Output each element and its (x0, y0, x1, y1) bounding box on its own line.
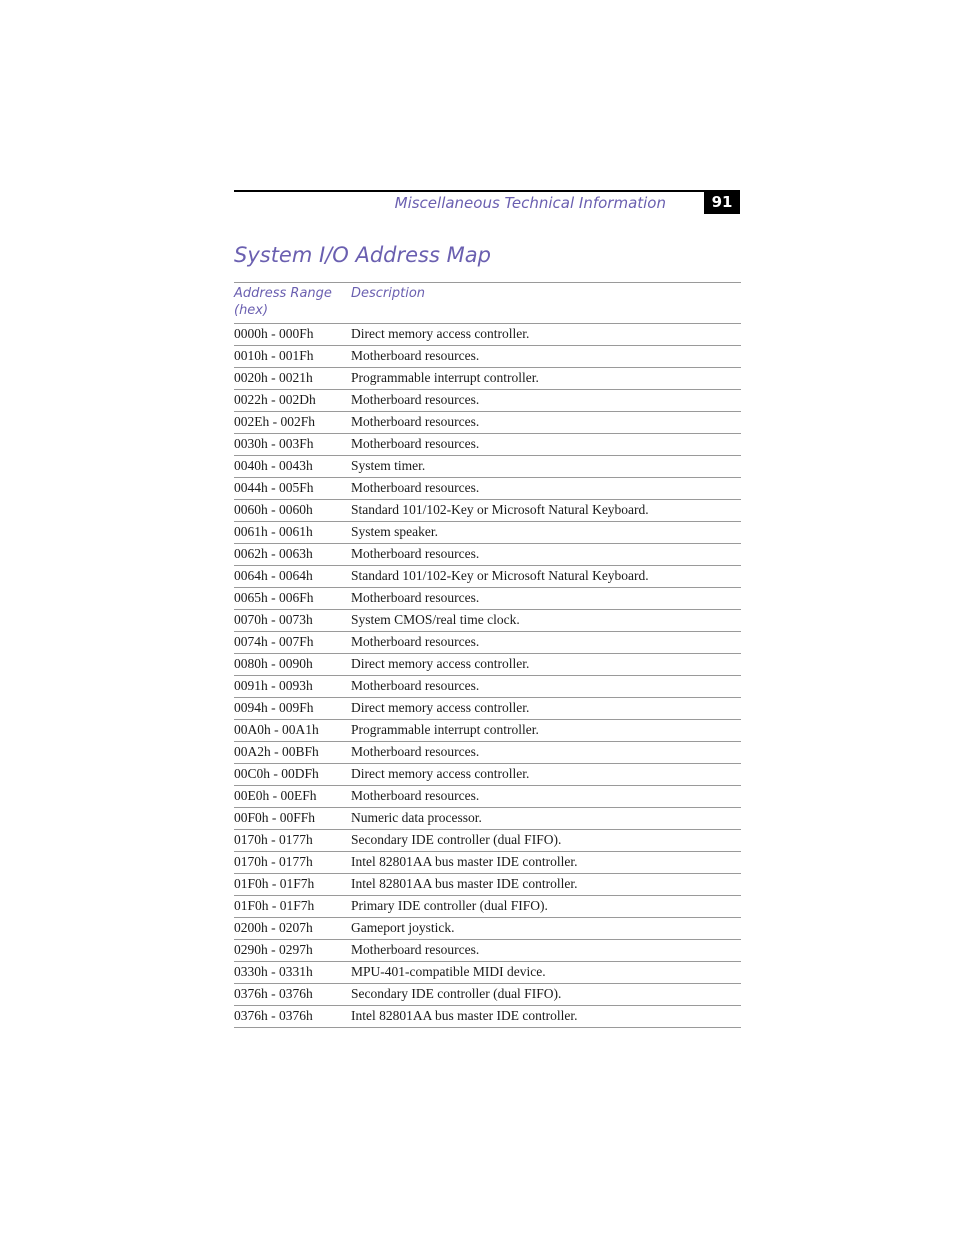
table-row (234, 434, 741, 456)
description-cell: Motherboard resources. (351, 788, 480, 803)
description-cell: Standard 101/102-Key or Microsoft Natural Keyboard. (351, 502, 649, 517)
address-range-cell: 0040h - 0043h (234, 458, 313, 473)
address-range-cell: 00C0h - 00DFh (234, 766, 319, 781)
table-row (234, 676, 741, 698)
running-head: Miscellaneous Technical Information (394, 194, 666, 212)
description-cell: Direct memory access controller. (351, 700, 530, 715)
description-cell: Direct memory access controller. (351, 656, 530, 671)
column-header-address-line1: Address Range (234, 286, 332, 301)
table-row (234, 588, 741, 610)
address-range-cell: 0091h - 0093h (234, 678, 313, 693)
address-range-cell: 0060h - 0060h (234, 502, 313, 517)
address-range-cell: 0000h - 000Fh (234, 326, 314, 341)
table-row (234, 874, 741, 896)
address-range-cell: 0170h - 0177h (234, 832, 313, 847)
address-range-cell: 0080h - 0090h (234, 656, 313, 671)
table-row (234, 940, 741, 962)
address-range-cell: 0062h - 0063h (234, 546, 313, 561)
description-cell: Programmable interrupt controller. (351, 722, 539, 737)
description-cell: Motherboard resources. (351, 634, 480, 649)
table-header-row (234, 283, 741, 324)
address-range-cell: 0061h - 0061h (234, 524, 313, 539)
table-row (234, 368, 741, 390)
table-row (234, 984, 741, 1006)
table-row (234, 786, 741, 808)
description-cell: Primary IDE controller (dual FIFO). (351, 898, 548, 913)
description-cell: Standard 101/102-Key or Microsoft Natural Keyboard. (351, 568, 649, 583)
table-row (234, 412, 741, 434)
address-range-cell: 00A0h - 00A1h (234, 722, 319, 737)
address-range-cell: 01F0h - 01F7h (234, 876, 315, 891)
column-header-description: Description (351, 286, 426, 301)
table-row (234, 544, 741, 566)
page-title: System I/O Address Map (234, 243, 491, 267)
address-range-cell: 0064h - 0064h (234, 568, 313, 583)
description-cell: Direct memory access controller. (351, 326, 530, 341)
address-range-cell: 00E0h - 00EFh (234, 788, 317, 803)
table-row (234, 742, 741, 764)
address-range-cell: 0094h - 009Fh (234, 700, 314, 715)
address-range-cell: 0376h - 0376h (234, 1008, 313, 1023)
address-range-cell: 0376h - 0376h (234, 986, 313, 1001)
description-cell: System speaker. (351, 524, 438, 539)
description-cell: Motherboard resources. (351, 744, 480, 759)
address-range-cell: 0020h - 0021h (234, 370, 313, 385)
column-header-address-line2: (hex) (234, 303, 269, 318)
description-cell: Motherboard resources. (351, 678, 480, 693)
table-row (234, 654, 741, 676)
address-range-cell: 0010h - 001Fh (234, 348, 314, 363)
table-row (234, 962, 741, 984)
description-cell: System CMOS/real time clock. (351, 612, 520, 627)
table-body (234, 324, 741, 1028)
address-range-cell: 0170h - 0177h (234, 854, 313, 869)
description-cell: Direct memory access controller. (351, 766, 530, 781)
table-row (234, 698, 741, 720)
description-cell: MPU-401-compatible MIDI device. (351, 964, 546, 979)
table-row (234, 390, 741, 412)
description-cell: Motherboard resources. (351, 546, 480, 561)
address-range-cell: 0200h - 0207h (234, 920, 313, 935)
table-row (234, 896, 741, 918)
description-cell: Motherboard resources. (351, 348, 480, 363)
description-cell: Motherboard resources. (351, 942, 480, 957)
address-range-cell: 0074h - 007Fh (234, 634, 314, 649)
address-range-cell: 01F0h - 01F7h (234, 898, 315, 913)
table-row (234, 918, 741, 940)
table-row (234, 830, 741, 852)
description-cell: Intel 82801AA bus master IDE controller. (351, 876, 578, 891)
description-cell: Numeric data processor. (351, 810, 482, 825)
column-header-address (234, 283, 351, 324)
table-row (234, 1006, 741, 1028)
table-row (234, 500, 741, 522)
description-cell: Gameport joystick. (351, 920, 455, 935)
description-cell: Motherboard resources. (351, 480, 480, 495)
description-cell: Motherboard resources. (351, 590, 480, 605)
address-range-cell: 0290h - 0297h (234, 942, 313, 957)
address-range-cell: 0330h - 0331h (234, 964, 313, 979)
description-cell: Programmable interrupt controller. (351, 370, 539, 385)
io-address-table (234, 282, 741, 1028)
address-range-cell: 0030h - 003Fh (234, 436, 314, 451)
table-row (234, 522, 741, 544)
address-range-cell: 002Eh - 002Fh (234, 414, 315, 429)
page-number: 91 (704, 191, 740, 214)
address-range-cell: 0065h - 006Fh (234, 590, 314, 605)
table-row (234, 324, 741, 346)
address-range-cell: 00A2h - 00BFh (234, 744, 319, 759)
description-cell: Intel 82801AA bus master IDE controller. (351, 1008, 578, 1023)
table-row (234, 456, 741, 478)
table-row (234, 852, 741, 874)
table-row (234, 346, 741, 368)
table-row (234, 566, 741, 588)
address-range-cell: 00F0h - 00FFh (234, 810, 316, 825)
description-cell: Motherboard resources. (351, 436, 480, 451)
description-cell: Motherboard resources. (351, 392, 480, 407)
address-range-cell: 0070h - 0073h (234, 612, 313, 627)
description-cell: Secondary IDE controller (dual FIFO). (351, 832, 562, 847)
description-cell: System timer. (351, 458, 426, 473)
table-row (234, 632, 741, 654)
header-rule (234, 190, 740, 192)
description-cell: Motherboard resources. (351, 414, 480, 429)
address-range-cell: 0022h - 002Dh (234, 392, 316, 407)
description-cell: Intel 82801AA bus master IDE controller. (351, 854, 578, 869)
table-row (234, 764, 741, 786)
address-range-cell: 0044h - 005Fh (234, 480, 314, 495)
table-row (234, 478, 741, 500)
table-row (234, 808, 741, 830)
description-cell: Secondary IDE controller (dual FIFO). (351, 986, 562, 1001)
table-row (234, 610, 741, 632)
table-row (234, 720, 741, 742)
